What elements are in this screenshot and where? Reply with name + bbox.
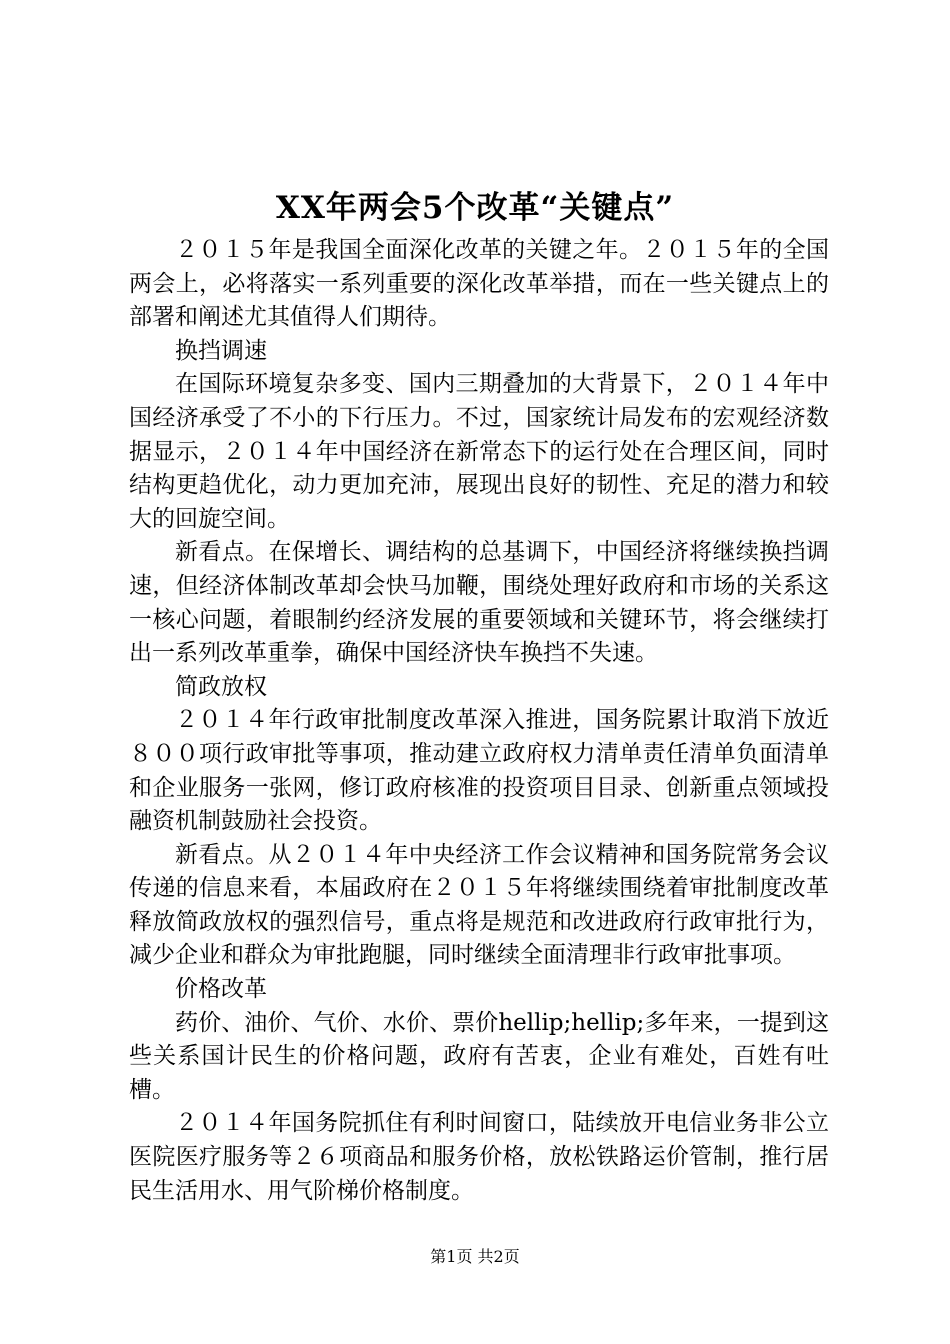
section-heading: 换挡调速 xyxy=(175,337,267,364)
document-title: XX年两会5个改革“关键点” xyxy=(275,190,675,226)
paragraph: ２０１５年是我国全面深化改革的关键之年。２０１５年的全国两会上，必将落实一系列重要的深化改革举措，而在一些关键点上的部署和阐述尤其值得人们期待。 xyxy=(129,237,829,331)
page-number-footer: 第1页 共2页 xyxy=(430,1247,520,1266)
paragraph: 新看点。从２０１４年中央经济工作会议精神和国务院常务会议传递的信息来看，本届政府在２０１５年将继续围绕着审批制度改革释放简政放权的强烈信号，重点将是规范和改进政府行政审批行为，减少企业和群众为审批跑腿，同时继续全面清理非行政审批事项。 xyxy=(129,841,829,969)
paragraph: 在国际环境复杂多变、国内三期叠加的大背景下，２０１４年中国经济承受了不小的下行压力。不过，国家统计局发布的宏观经济数据显示，２０１４年中国经济在新常态下的运行处在合理区间，同时结构更趋优化，动力更加充沛，展现出良好的韧性、充足的潜力和较大的回旋空间。 xyxy=(129,371,829,532)
section-heading: 简政放权 xyxy=(175,673,267,700)
paragraph: 药价、油价、气价、水价、票价hellip;hellip;多年来，一提到这些关系国计民生的价格问题，政府有苦衷，企业有难处，百姓有吐槽。 xyxy=(129,1009,829,1103)
paragraph: ２０１４年行政审批制度改革深入推进，国务院累计取消下放近８００项行政审批等事项，推动建立政府权力清单责任清单负面清单和企业服务一张网，修订政府核准的投资项目目录、创新重点领域投融资机制鼓励社会投资。 xyxy=(129,707,829,835)
section-heading: 价格改革 xyxy=(175,976,267,1003)
document-body xyxy=(129,234,829,1208)
paragraph: ２０１４年国务院抓住有利时间窗口，陆续放开电信业务非公立医院医疗服务等２６项商品和服务价格，放松铁路运价管制，推行居民生活用水、用气阶梯价格制度。 xyxy=(129,1110,829,1204)
paragraph: 新看点。在保增长、调结构的总基调下，中国经济将继续换挡调速，但经济体制改革却会快马加鞭，围绕处理好政府和市场的关系这一核心问题，着眼制约经济发展的重要领域和关键环节，将会继续打出一系列改革重拳，确保中国经济快车换挡不失速。 xyxy=(129,539,829,667)
